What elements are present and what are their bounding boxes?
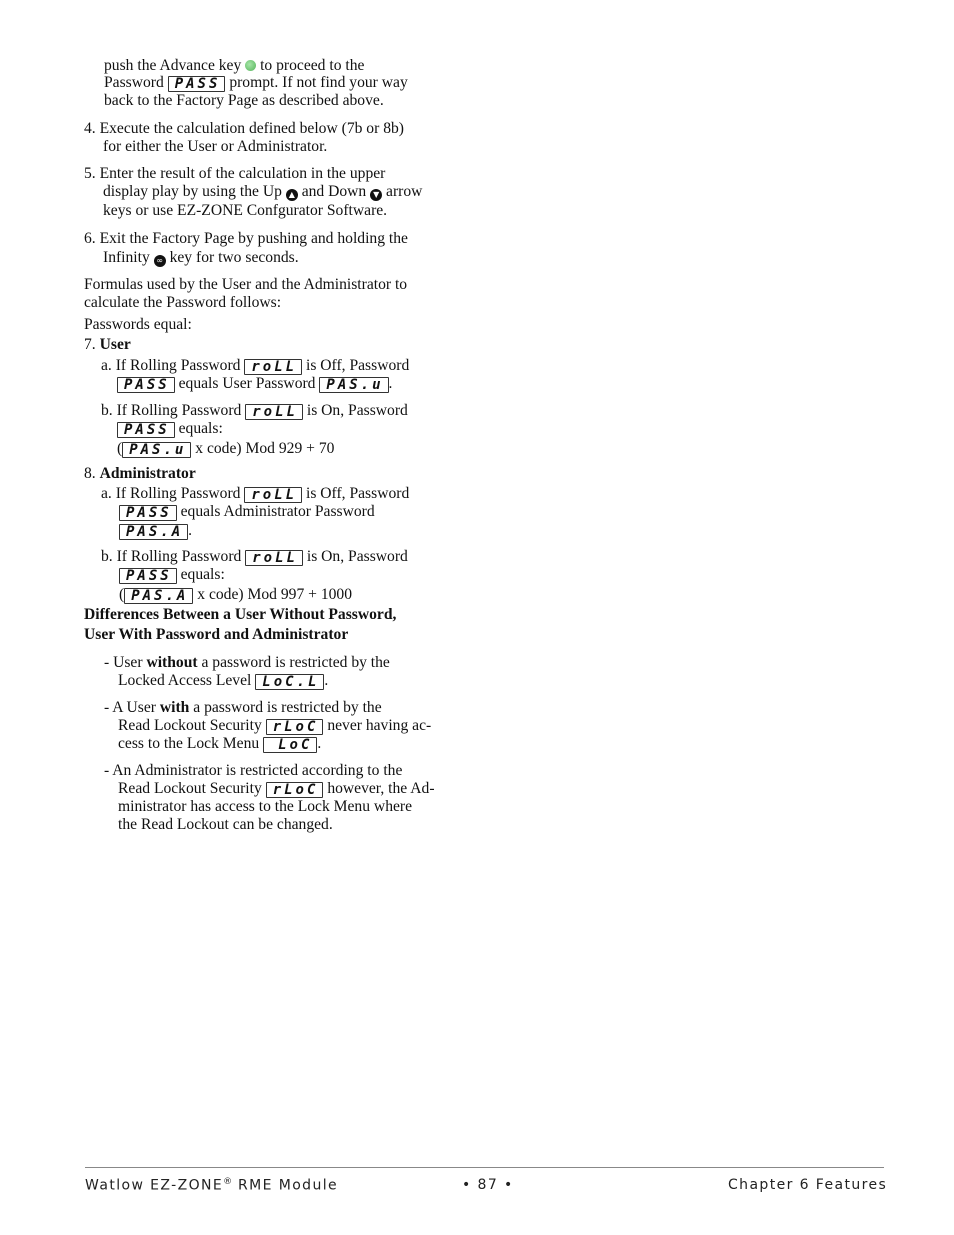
step4-line2: for either the User or Administrator. bbox=[103, 138, 328, 155]
user-b-line2 bbox=[117, 420, 223, 438]
footer-divider bbox=[85, 1167, 884, 1168]
lcd-pass: PASS bbox=[117, 422, 175, 438]
lcd-pas-u: PAS.u bbox=[122, 442, 191, 458]
step5-line2 bbox=[103, 183, 422, 201]
lcd-pas-u: PAS.u bbox=[319, 377, 388, 393]
text: 7. bbox=[84, 336, 96, 353]
lcd-pass: PASS bbox=[168, 76, 226, 92]
footer-left bbox=[85, 1177, 338, 1194]
text: is Off, Password bbox=[306, 357, 410, 374]
differences-heading-line1: Differences Between a User Without Password, bbox=[84, 606, 397, 623]
admin-b-line1 bbox=[101, 548, 408, 566]
admin-b-line3 bbox=[119, 586, 352, 604]
diff-item3-line2 bbox=[118, 780, 435, 798]
text: . bbox=[317, 735, 322, 752]
text: Locked Access Level bbox=[118, 672, 252, 689]
text: is Off, Password bbox=[306, 485, 410, 502]
text: a. If Rolling Password bbox=[101, 485, 241, 502]
text: never having ac- bbox=[327, 717, 432, 734]
footer-right: Chapter 6 Features bbox=[728, 1177, 888, 1193]
lcd-loc: LoC bbox=[263, 737, 317, 753]
text: arrow bbox=[386, 183, 423, 200]
text: . bbox=[388, 375, 393, 392]
text: equals: bbox=[178, 420, 223, 437]
lcd-loc-l: LoC.L bbox=[255, 674, 324, 690]
text: - User bbox=[104, 654, 143, 671]
lcd-rloc: rLoC bbox=[266, 719, 324, 735]
text: with bbox=[159, 699, 190, 716]
text: . bbox=[188, 522, 193, 539]
text: User bbox=[99, 336, 131, 353]
diff-item3-line3: ministrator has access to the Lock Menu where bbox=[118, 798, 413, 815]
admin-a-line2 bbox=[119, 503, 375, 521]
differences-heading-line2: User With Password and Administrator bbox=[84, 626, 349, 643]
step3-line2 bbox=[104, 74, 408, 92]
lcd-roll: roLL bbox=[245, 550, 303, 566]
text: x code) Mod 997 + 1000 bbox=[197, 586, 353, 603]
text: ( bbox=[117, 440, 123, 457]
user-a-line1 bbox=[101, 357, 409, 375]
step3-line1 bbox=[104, 57, 364, 75]
text: - A User bbox=[104, 699, 156, 716]
text: Password bbox=[104, 74, 164, 91]
text: ® bbox=[223, 1177, 233, 1187]
text: is On, Password bbox=[306, 548, 408, 565]
text: is On, Password bbox=[306, 402, 408, 419]
lcd-rloc: rLoC bbox=[266, 782, 324, 798]
step3-line3: back to the Factory Page as described above. bbox=[104, 92, 384, 109]
infinity-key-icon: ∞ bbox=[154, 255, 166, 267]
text: Watlow EZ-ZONE bbox=[85, 1177, 224, 1194]
text: cess to the Lock Menu bbox=[118, 735, 260, 752]
text: prompt. If not find your way bbox=[229, 74, 408, 91]
lcd-pass: PASS bbox=[119, 568, 177, 584]
footer-page-number: • 87 • bbox=[462, 1177, 514, 1193]
user-b-line1 bbox=[101, 402, 408, 420]
admin-a-line3 bbox=[119, 522, 192, 540]
text: ( bbox=[119, 586, 125, 603]
text: a. If Rolling Password bbox=[101, 357, 241, 374]
advance-key-icon bbox=[245, 60, 256, 71]
lcd-pass: PASS bbox=[117, 377, 175, 393]
text: x code) Mod 929 + 70 bbox=[195, 440, 335, 457]
text: Infinity bbox=[103, 249, 150, 266]
text: 8. bbox=[84, 465, 96, 482]
up-arrow-key-icon: ▲ bbox=[286, 189, 298, 201]
text: without bbox=[146, 654, 198, 671]
text: Read Lockout Security bbox=[118, 780, 262, 797]
text: b. If Rolling Password bbox=[101, 548, 242, 565]
step5-line1: 5. Enter the result of the calculation in the upper bbox=[84, 165, 386, 182]
step6-line1: 6. Exit the Factory Page by pushing and holding the bbox=[84, 230, 408, 247]
down-arrow-key-icon: ▼ bbox=[370, 189, 382, 201]
lcd-pas-a: PAS.A bbox=[124, 588, 193, 604]
diff-item3-line4: the Read Lockout can be changed. bbox=[118, 816, 333, 833]
section-user-heading bbox=[84, 336, 131, 354]
text: equals: bbox=[180, 566, 225, 583]
diff-item1-line1 bbox=[104, 654, 390, 672]
diff-item2-line3 bbox=[118, 735, 321, 753]
text: display play by using the Up bbox=[103, 183, 282, 200]
text: b. If Rolling Password bbox=[101, 402, 242, 419]
diff-item2-line1 bbox=[104, 699, 382, 717]
lcd-roll: roLL bbox=[244, 359, 302, 375]
lcd-pas-a: PAS.A bbox=[119, 524, 188, 540]
user-b-line3 bbox=[117, 440, 334, 458]
diff-item1-line2 bbox=[118, 672, 328, 690]
diff-item2-line2 bbox=[118, 717, 431, 735]
user-a-line2 bbox=[117, 375, 392, 393]
text: key for two seconds. bbox=[169, 249, 299, 266]
text: . bbox=[324, 672, 329, 689]
text: equals Administrator Password bbox=[180, 503, 375, 520]
step6-line2 bbox=[103, 249, 299, 267]
lcd-pass: PASS bbox=[119, 505, 177, 521]
text: to proceed to the bbox=[260, 57, 365, 74]
formulas-line1: Formulas used by the User and the Administrator to bbox=[84, 276, 408, 293]
text: however, the Ad- bbox=[327, 780, 435, 797]
section-admin-heading bbox=[84, 465, 196, 483]
text: RME Module bbox=[238, 1177, 339, 1194]
lcd-roll: roLL bbox=[245, 404, 303, 420]
text: push the Advance key bbox=[104, 57, 242, 74]
text: Administrator bbox=[99, 465, 196, 482]
text: a password is restricted by the bbox=[193, 699, 382, 716]
text: equals User Password bbox=[178, 375, 316, 392]
lcd-roll: roLL bbox=[244, 487, 302, 503]
admin-b-line2 bbox=[119, 566, 225, 584]
text: Read Lockout Security bbox=[118, 717, 262, 734]
text: a password is restricted by the bbox=[201, 654, 390, 671]
step4-line1: 4. Execute the calculation defined below (7b or 8b) bbox=[84, 120, 404, 137]
step5-line3: keys or use EZ-ZONE Confgurator Software. bbox=[103, 202, 388, 219]
text: and Down bbox=[301, 183, 367, 200]
passwords-equal: Passwords equal: bbox=[84, 316, 192, 333]
admin-a-line1 bbox=[101, 485, 409, 503]
diff-item3-line1: - An Administrator is restricted according to the bbox=[104, 762, 403, 779]
formulas-line2: calculate the Password follows: bbox=[84, 294, 282, 311]
